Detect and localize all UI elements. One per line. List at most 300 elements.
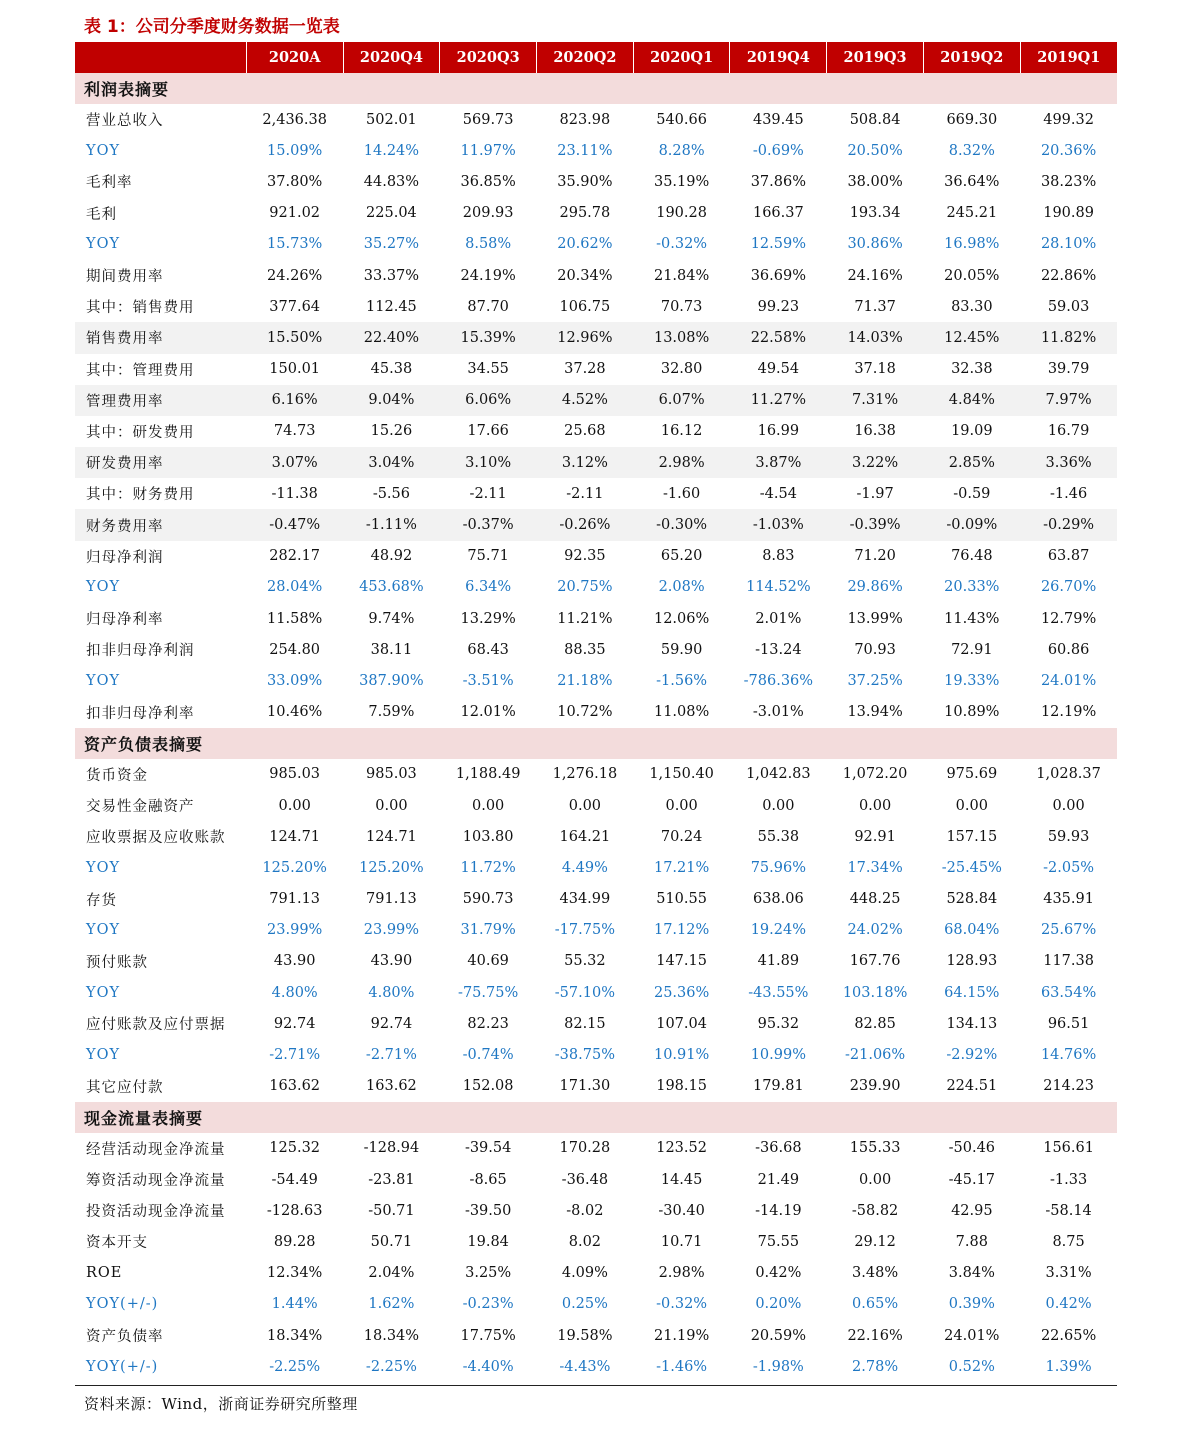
table-cell: 18.34% xyxy=(267,1327,323,1344)
table-cell: 17.12% xyxy=(653,922,710,939)
table-cell: 8.83 xyxy=(762,548,795,565)
table-row xyxy=(75,1164,1117,1195)
table-cell: 37.28 xyxy=(564,361,606,378)
table-cell: 17.66 xyxy=(467,423,509,440)
table-cell: -2.71% xyxy=(269,1047,321,1064)
table-cell: 3.48% xyxy=(852,1265,899,1282)
table-cell: 157.15 xyxy=(946,828,998,845)
table-cell: 26.70% xyxy=(1040,579,1097,596)
table-cell: -2.25% xyxy=(365,1358,417,1375)
table-cell: -50.46 xyxy=(948,1140,996,1157)
table-cell: -23.81 xyxy=(368,1171,415,1188)
table-cell: 4.84% xyxy=(923,385,1020,416)
table-cell: 3.10% xyxy=(440,447,537,478)
table-cell: 3.04% xyxy=(343,447,440,478)
table-cell: 124.71 xyxy=(269,828,321,845)
table-cell: -0.74% xyxy=(462,1047,514,1064)
section-row xyxy=(75,73,1117,104)
table-cell: 0.00 xyxy=(568,797,602,814)
table-cell: 9.74% xyxy=(368,610,415,627)
table-row xyxy=(75,884,1117,915)
table-cell: -58.14 xyxy=(1045,1202,1092,1219)
col-header: 2020Q4 xyxy=(343,42,440,73)
table-cell: 42.95 xyxy=(951,1202,993,1219)
table-cell: 0.52% xyxy=(948,1358,995,1375)
table-cell: 21.84% xyxy=(653,267,710,284)
table-row xyxy=(75,447,1117,478)
table-cell: 24.19% xyxy=(460,267,516,284)
table-row xyxy=(75,1289,1117,1320)
table-cell: 96.51 xyxy=(1047,1015,1090,1032)
table-cell: 83.30 xyxy=(951,298,993,315)
table-cell: 147.15 xyxy=(656,953,707,970)
table-cell: -2.92% xyxy=(946,1047,998,1064)
table-cell: 1,042.83 xyxy=(746,766,811,783)
table-cell: 453.68% xyxy=(359,579,424,596)
row-label: 预付账款 xyxy=(86,954,148,971)
row-label: YOY xyxy=(86,1047,121,1064)
row-label: YOY(+/-) xyxy=(86,1296,159,1313)
table-cell: 63.54% xyxy=(1040,984,1097,1001)
table-cell: -1.97 xyxy=(856,485,894,502)
table-cell: -1.03% xyxy=(730,509,827,540)
table-row xyxy=(75,541,1117,572)
table-cell: 985.03 xyxy=(269,766,321,783)
row-label: 交易性金融资产 xyxy=(86,799,195,816)
table-cell: 179.81 xyxy=(752,1078,804,1095)
table-row xyxy=(75,821,1117,852)
table-cell: 68.43 xyxy=(467,641,509,658)
table-cell: 40.69 xyxy=(467,953,509,970)
table-cell: 125.32 xyxy=(269,1140,321,1157)
table-cell: 170.28 xyxy=(559,1140,611,1157)
table-cell: 3.84% xyxy=(948,1265,995,1282)
table-cell: 20.62% xyxy=(557,236,613,253)
row-label: 归母净利润 xyxy=(86,549,164,566)
table-cell: 48.92 xyxy=(370,548,413,565)
table-cell: 99.23 xyxy=(757,298,800,315)
source-note: 资料来源：Wind，浙商证券研究所整理 xyxy=(84,1395,358,1413)
table-cell: 12.79% xyxy=(1040,610,1097,627)
table-cell: 65.20 xyxy=(660,548,703,565)
table-cell: 76.48 xyxy=(951,548,993,565)
row-label: YOY xyxy=(86,859,121,876)
table-cell: 10.91% xyxy=(653,1047,710,1064)
row-label: 筹资活动现金净流量 xyxy=(86,1173,226,1190)
table-cell: 434.99 xyxy=(559,891,611,908)
header-row xyxy=(75,42,1117,73)
table-row xyxy=(75,198,1117,229)
col-header: 2019Q2 xyxy=(923,42,1020,73)
table-cell: 13.99% xyxy=(847,610,903,627)
table-cell: 22.65% xyxy=(1040,1327,1097,1344)
table-cell: 13.08% xyxy=(633,322,730,353)
table-cell: 0.42% xyxy=(755,1265,802,1282)
row-label: 资本开支 xyxy=(86,1235,148,1252)
table-cell: -1.11% xyxy=(343,509,440,540)
table-cell: -45.17 xyxy=(948,1171,996,1188)
section-row xyxy=(75,1102,1117,1133)
table-cell: 59.03 xyxy=(1047,298,1090,315)
table-cell: 19.09 xyxy=(951,423,993,440)
table-cell: 38.00% xyxy=(847,173,903,190)
table-row xyxy=(75,478,1117,509)
table-cell: 16.38 xyxy=(854,423,896,440)
table-cell: 12.34% xyxy=(267,1265,323,1282)
section-title: 利润表摘要 xyxy=(75,73,1117,104)
table-cell: 59.90 xyxy=(660,641,703,658)
col-header: 2020A xyxy=(246,42,343,73)
table-cell: -38.75% xyxy=(554,1047,615,1064)
table-cell: 435.91 xyxy=(1043,891,1094,908)
table-cell: 89.28 xyxy=(273,1233,316,1250)
table-cell: 0.00 xyxy=(858,1171,892,1188)
table-cell: 155.33 xyxy=(849,1140,901,1157)
table-cell: 29.86% xyxy=(847,579,903,596)
table-cell: 8.28% xyxy=(658,142,705,159)
table-cell: 254.80 xyxy=(269,641,321,658)
table-cell: 72.91 xyxy=(951,641,993,658)
table-cell: -1.60 xyxy=(663,485,701,502)
table-cell: 60.86 xyxy=(1047,641,1090,658)
table-row xyxy=(75,416,1117,447)
table-cell: -75.75% xyxy=(458,984,519,1001)
table-cell: 15.39% xyxy=(440,322,537,353)
table-cell: -43.55% xyxy=(748,984,809,1001)
table-cell: 24.01% xyxy=(1040,672,1097,689)
table-cell: 45.38 xyxy=(370,361,413,378)
table-cell: 33.09% xyxy=(267,672,323,689)
table-cell: 64.15% xyxy=(944,984,1000,1001)
table-row xyxy=(75,946,1117,977)
table-cell: 12.96% xyxy=(537,322,634,353)
row-label: 其它应付款 xyxy=(86,1079,164,1096)
table-cell: 11.43% xyxy=(944,610,1000,627)
row-label: YOY(+/-) xyxy=(86,1358,159,1375)
table-cell: 25.36% xyxy=(653,984,710,1001)
table-cell: 71.20 xyxy=(854,548,896,565)
table-cell: 209.93 xyxy=(462,205,514,222)
table-cell: 164.21 xyxy=(559,828,611,845)
table-cell: 569.73 xyxy=(462,111,514,128)
table-cell: 0.39% xyxy=(948,1296,995,1313)
table-cell: -0.69% xyxy=(752,142,804,159)
section-title: 资产负债表摘要 xyxy=(75,728,1117,759)
table-cell: 95.32 xyxy=(757,1015,800,1032)
table-cell: 28.04% xyxy=(267,579,323,596)
table-cell: 1.44% xyxy=(271,1296,318,1313)
table-cell: 295.78 xyxy=(559,205,611,222)
table-row xyxy=(75,322,1117,353)
table-cell: 31.79% xyxy=(460,922,516,939)
table-cell: 9.04% xyxy=(343,385,440,416)
table-cell: 8.75 xyxy=(1052,1233,1085,1250)
row-label: 其中：销售费用 xyxy=(86,300,195,317)
row-label: 管理费用率 xyxy=(75,385,246,416)
table-cell: 15.26 xyxy=(370,423,413,440)
table-row xyxy=(75,665,1117,696)
table-cell: 638.06 xyxy=(752,891,804,908)
col-header: 2019Q4 xyxy=(730,42,827,73)
table-cell: 16.79 xyxy=(1047,423,1090,440)
table-cell: 17.21% xyxy=(653,859,710,876)
table-cell: 82.15 xyxy=(564,1015,606,1032)
row-label: 期间费用率 xyxy=(86,269,164,286)
table-cell: 8.58% xyxy=(465,236,512,253)
table-cell: -50.71 xyxy=(368,1202,415,1219)
table-cell: 87.70 xyxy=(467,298,509,315)
table-cell: 75.71 xyxy=(467,548,509,565)
table-cell: 11.21% xyxy=(557,610,613,627)
table-cell: 198.15 xyxy=(656,1078,707,1095)
table-cell: 68.04% xyxy=(944,922,1000,939)
table-cell: -13.24 xyxy=(755,641,802,658)
table-cell: 92.74 xyxy=(273,1015,316,1032)
table-cell: -25.45% xyxy=(941,859,1002,876)
table-cell: -128.94 xyxy=(363,1140,420,1157)
table-cell: 17.34% xyxy=(847,859,903,876)
table-cell: 10.89% xyxy=(944,704,1000,721)
table-cell: 669.30 xyxy=(946,111,998,128)
table-cell: 150.01 xyxy=(269,361,321,378)
table-cell: 2,436.38 xyxy=(262,111,327,128)
table-cell: 30.86% xyxy=(847,236,903,253)
table-cell: 1.39% xyxy=(1045,1358,1092,1375)
table-cell: 0.00 xyxy=(762,797,795,814)
table-row xyxy=(75,104,1117,135)
table-cell: 163.62 xyxy=(269,1078,321,1095)
row-label: 毛利 xyxy=(86,206,117,223)
table-cell: 123.52 xyxy=(656,1140,707,1157)
table-cell: 499.32 xyxy=(1043,111,1094,128)
table-cell: 92.91 xyxy=(854,828,896,845)
table-cell: 3.36% xyxy=(1020,447,1117,478)
table-row xyxy=(75,1226,1117,1257)
row-label: YOY xyxy=(86,984,121,1001)
table-cell: 37.86% xyxy=(750,173,806,190)
table-cell: 6.07% xyxy=(633,385,730,416)
table-cell: 10.99% xyxy=(750,1047,806,1064)
table-cell: 3.87% xyxy=(730,447,827,478)
row-label: 应付账款及应付票据 xyxy=(86,1017,226,1034)
table-row xyxy=(75,166,1117,197)
table-row xyxy=(75,385,1117,416)
table-cell: 6.06% xyxy=(440,385,537,416)
table-row xyxy=(75,1195,1117,1226)
table-cell: 103.18% xyxy=(842,984,908,1001)
table-cell: 16.99 xyxy=(757,423,800,440)
table-cell: 22.86% xyxy=(1040,267,1097,284)
row-label: 其中：管理费用 xyxy=(86,362,195,379)
table-cell: 590.73 xyxy=(462,891,514,908)
table-cell: -17.75% xyxy=(554,922,615,939)
table-cell: 11.27% xyxy=(730,385,827,416)
table-cell: 7.59% xyxy=(368,704,415,721)
table-row xyxy=(75,1351,1117,1382)
row-label: ROE xyxy=(86,1265,123,1282)
table-cell: 14.45 xyxy=(660,1171,703,1188)
table-cell: 19.24% xyxy=(750,922,806,939)
table-cell: 508.84 xyxy=(849,111,901,128)
table-cell: 2.98% xyxy=(633,447,730,478)
table-cell: -1.46 xyxy=(1050,485,1088,502)
table-row xyxy=(75,977,1117,1008)
table-cell: 125.20% xyxy=(359,859,424,876)
table-cell: 4.52% xyxy=(537,385,634,416)
table-cell: 0.20% xyxy=(755,1296,802,1313)
table-row xyxy=(75,634,1117,665)
table-cell: 74.73 xyxy=(273,423,316,440)
table-cell: 3.22% xyxy=(827,447,924,478)
row-label: 经营活动现金净流量 xyxy=(86,1141,226,1158)
table-cell: 107.04 xyxy=(656,1015,707,1032)
table-cell: 2.78% xyxy=(852,1358,899,1375)
table-cell: 3.12% xyxy=(537,447,634,478)
table-cell: 15.09% xyxy=(267,142,323,159)
table-cell: 103.80 xyxy=(462,828,514,845)
table-title: 表 1：公司分季度财务数据一览表 xyxy=(84,17,340,37)
table-cell: -36.68 xyxy=(755,1140,802,1157)
table-cell: -2.71% xyxy=(365,1047,417,1064)
row-label: 扣非归母净利润 xyxy=(86,643,195,660)
col-header: 2020Q2 xyxy=(537,42,634,73)
table-cell: 29.12 xyxy=(854,1233,896,1250)
table-cell: 112.45 xyxy=(366,298,417,315)
table-cell: 224.51 xyxy=(946,1078,998,1095)
table-cell: 35.27% xyxy=(363,236,420,253)
table-cell: -2.11 xyxy=(469,485,507,502)
table-cell: -30.40 xyxy=(658,1202,705,1219)
table-cell: 20.59% xyxy=(750,1327,806,1344)
table-cell: -11.38 xyxy=(271,485,318,502)
table-cell: 22.40% xyxy=(343,322,440,353)
table-row xyxy=(75,509,1117,540)
row-label: YOY xyxy=(86,579,121,596)
table-cell: 921.02 xyxy=(269,205,321,222)
table-cell: -0.32% xyxy=(656,236,708,253)
table-cell: 32.80 xyxy=(660,361,703,378)
table-cell: 37.25% xyxy=(847,672,903,689)
table-cell: 377.64 xyxy=(269,298,321,315)
table-cell: -0.47% xyxy=(246,509,343,540)
table-row xyxy=(75,1008,1117,1039)
table-cell: 34.55 xyxy=(467,361,509,378)
row-label: 扣非归母净利率 xyxy=(86,705,195,722)
table-cell: 13.29% xyxy=(460,610,516,627)
row-label: 资产负债率 xyxy=(86,1329,164,1346)
table-cell: 4.09% xyxy=(561,1265,608,1282)
table-cell: 0.65% xyxy=(852,1296,899,1313)
table-cell: -128.63 xyxy=(266,1202,323,1219)
table-cell: 25.68 xyxy=(564,423,606,440)
table-cell: 63.87 xyxy=(1047,548,1090,565)
table-cell: 163.62 xyxy=(366,1078,417,1095)
table-cell: 37.18 xyxy=(854,361,896,378)
table-cell: -1.46% xyxy=(656,1358,708,1375)
bottom-rule xyxy=(75,1385,1117,1386)
section-title: 现金流量表摘要 xyxy=(75,1102,1117,1133)
table-cell: -39.50 xyxy=(464,1202,512,1219)
table-cell: 439.45 xyxy=(752,111,804,128)
table-cell: 7.88 xyxy=(955,1233,988,1250)
table-cell: 985.03 xyxy=(366,766,417,783)
table-row xyxy=(75,915,1117,946)
table-cell: 0.00 xyxy=(1052,797,1085,814)
table-cell: -0.26% xyxy=(537,509,634,540)
table-cell: 25.67% xyxy=(1040,922,1097,939)
table-cell: 16.12 xyxy=(660,423,703,440)
table-cell: 55.32 xyxy=(564,953,606,970)
header-blank xyxy=(75,42,246,73)
table-cell: 82.85 xyxy=(854,1015,896,1032)
table-cell: 2.98% xyxy=(658,1265,705,1282)
table-cell: 43.90 xyxy=(370,953,413,970)
table-cell: 282.17 xyxy=(269,548,321,565)
table-cell: 41.89 xyxy=(757,953,800,970)
table-cell: 7.97% xyxy=(1020,385,1117,416)
table-cell: 10.46% xyxy=(267,704,323,721)
table-cell: 6.16% xyxy=(246,385,343,416)
table-cell: 12.19% xyxy=(1040,704,1097,721)
table-row xyxy=(75,697,1117,728)
table-cell: 22.58% xyxy=(730,322,827,353)
table-cell: 4.80% xyxy=(368,984,415,1001)
table-cell: 2.08% xyxy=(658,579,705,596)
table-cell: 8.02 xyxy=(568,1233,602,1250)
table-cell: -36.48 xyxy=(561,1171,609,1188)
table-cell: 20.33% xyxy=(944,579,1000,596)
row-label: 存货 xyxy=(86,892,117,909)
table-body xyxy=(75,73,1117,1382)
table-cell: -0.09% xyxy=(923,509,1020,540)
table-cell: 0.00 xyxy=(858,797,892,814)
table-cell: 20.36% xyxy=(1040,142,1097,159)
table-cell: -58.82 xyxy=(851,1202,899,1219)
table-cell: 20.34% xyxy=(557,267,613,284)
table-cell: 214.23 xyxy=(1043,1078,1094,1095)
table-cell: 37.80% xyxy=(267,173,323,190)
row-label: YOY xyxy=(86,142,121,159)
table-cell: -5.56 xyxy=(372,485,410,502)
table-cell: 152.08 xyxy=(462,1078,514,1095)
table-cell: 21.18% xyxy=(557,672,613,689)
table-cell: 15.50% xyxy=(246,322,343,353)
table-row xyxy=(75,354,1117,385)
table-cell: 20.50% xyxy=(847,142,903,159)
table-row xyxy=(75,1258,1117,1289)
table-cell: 225.04 xyxy=(366,205,417,222)
table-cell: 239.90 xyxy=(849,1078,901,1095)
table-cell: 18.34% xyxy=(363,1327,420,1344)
table-cell: 38.23% xyxy=(1040,173,1097,190)
table-row xyxy=(75,260,1117,291)
table-cell: 19.58% xyxy=(557,1327,613,1344)
table-cell: 59.93 xyxy=(1047,828,1090,845)
table-cell: 36.85% xyxy=(460,173,516,190)
table-row xyxy=(75,135,1117,166)
table-cell: 156.61 xyxy=(1043,1140,1094,1157)
table-cell: 15.73% xyxy=(267,236,323,253)
table-cell: -4.43% xyxy=(559,1358,611,1375)
table-cell: 1,276.18 xyxy=(552,766,618,783)
table-cell: 2.85% xyxy=(923,447,1020,478)
col-header: 2019Q1 xyxy=(1020,42,1117,73)
table-row xyxy=(75,790,1117,821)
table-cell: 167.76 xyxy=(849,953,901,970)
table-cell: 193.34 xyxy=(849,205,901,222)
table-cell: 245.21 xyxy=(946,205,998,222)
table-row xyxy=(75,1320,1117,1351)
